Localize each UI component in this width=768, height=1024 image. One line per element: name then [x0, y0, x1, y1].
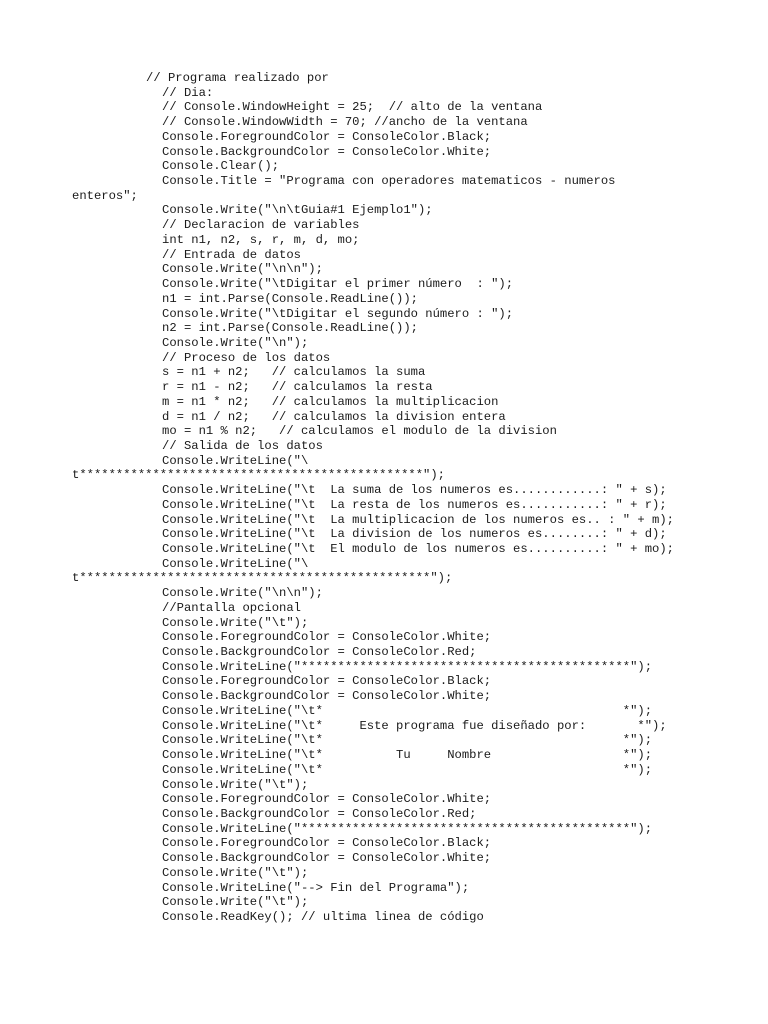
- code-line: r = n1 - n2; // calculamos la resta: [162, 380, 433, 395]
- code-line: Console.ForegroundColor = ConsoleColor.Black;: [162, 674, 492, 689]
- code-line: Console.ForegroundColor = ConsoleColor.Black;: [162, 129, 492, 144]
- code-line: Console.Write("\tDigitar el primer número : ");: [162, 277, 514, 292]
- code-line: Console.Title = "Programa con operadores matematicos - numeros: [162, 174, 616, 189]
- code-line: // Console.WindowHeight = 25; // alto de la ventana: [162, 100, 543, 115]
- code-line: t***********************************************");: [72, 468, 445, 483]
- code-line: Console.WriteLine("\t* Este programa fue diseñado por: *");: [162, 718, 667, 733]
- code-line: Console.WriteLine("\t El modulo de los numeros es..........: " + mo);: [162, 542, 674, 556]
- code-line: Console.WriteLine("\t* Tu Nombre *");: [162, 748, 653, 763]
- code-line: Console.WriteLine("\t La resta de los numeros es...........: " + r);: [162, 497, 667, 512]
- code-line: // Entrada de datos: [162, 247, 301, 262]
- code-line: Console.WriteLine("\t La division de los numeros es........: " + d);: [162, 527, 667, 542]
- code-line: Console.ForegroundColor = ConsoleColor.Black;: [162, 836, 492, 851]
- code-line: Console.WriteLine("\t* *");: [162, 733, 653, 748]
- code-line: Console.BackgroundColor = ConsoleColor.White;: [162, 144, 492, 159]
- code-line: Console.BackgroundColor = ConsoleColor.White;: [162, 851, 492, 866]
- code-line: Console.Write("\t");: [162, 777, 309, 792]
- code-line: // Programa realizado por: [146, 71, 329, 85]
- code-line: n1 = int.Parse(Console.ReadLine());: [162, 291, 418, 306]
- code-line: Console.WriteLine("\: [162, 453, 309, 468]
- code-line: Console.Write("\n\n");: [162, 262, 323, 277]
- code-line: n2 = int.Parse(Console.ReadLine());: [162, 321, 418, 336]
- code-line: m = n1 * n2; // calculamos la multiplicacion: [162, 394, 499, 409]
- code-line: // Proceso de los datos: [162, 350, 331, 365]
- code-line: Console.WriteLine("\t La multiplicacion de los numeros es.. : " + m);: [162, 512, 674, 527]
- code-line: Console.BackgroundColor = ConsoleColor.Red;: [162, 806, 477, 821]
- code-line: Console.WriteLine("\: [162, 556, 309, 571]
- code-line: Console.Write("\tDigitar el segundo número : ");: [162, 306, 514, 321]
- code-line: Console.ForegroundColor = ConsoleColor.White;: [162, 792, 492, 807]
- code-line: Console.WriteLine("--> Fin del Programa");: [162, 880, 470, 895]
- code-line: mo = n1 % n2; // calculamos el modulo de la division: [162, 424, 557, 439]
- code-line: Console.Write("\n");: [162, 335, 309, 350]
- code-line: Console.WriteLine("\t* *");: [162, 703, 653, 718]
- code-line: // Dia:: [162, 85, 214, 100]
- code-line: Console.Write("\n\n");: [162, 586, 323, 601]
- code-line: Console.ForegroundColor = ConsoleColor.White;: [162, 630, 492, 645]
- code-line: // Salida de los datos: [162, 438, 323, 453]
- code-line: t************************************************");: [72, 571, 453, 586]
- code-line: Console.ReadKey(); // ultima linea de código: [162, 909, 484, 924]
- code-line: s = n1 + n2; // calculamos la suma: [162, 365, 426, 380]
- code-line: Console.Write("\t");: [162, 615, 309, 630]
- code-line: Console.Write("\t");: [162, 865, 309, 880]
- code-line: //Pantalla opcional: [162, 600, 301, 615]
- code-line: d = n1 / n2; // calculamos la division entera: [162, 409, 506, 424]
- code-line: Console.BackgroundColor = ConsoleColor.Red;: [162, 645, 477, 660]
- code-line: Console.Clear();: [162, 159, 280, 174]
- code-line: Console.Write("\n\tGuia#1 Ejemplo1");: [162, 203, 433, 218]
- code-line: Console.WriteLine("*********************************************");: [162, 821, 653, 836]
- code-line: Console.Write("\t");: [162, 895, 309, 910]
- code-line: int n1, n2, s, r, m, d, mo;: [162, 232, 360, 247]
- code-line: Console.WriteLine("\t* *");: [162, 762, 653, 777]
- code-line: // Declaracion de variables: [162, 218, 360, 233]
- code-line: Console.WriteLine("\t La suma de los numeros es............: " + s);: [162, 483, 667, 498]
- code-listing: [0, 71, 768, 925]
- code-line: Console.WriteLine("*********************************************");: [162, 659, 653, 674]
- code-line: enteros";: [72, 188, 138, 203]
- code-line: // Console.WindowWidth = 70; //ancho de la ventana: [162, 115, 528, 130]
- code-line: Console.BackgroundColor = ConsoleColor.White;: [162, 689, 492, 704]
